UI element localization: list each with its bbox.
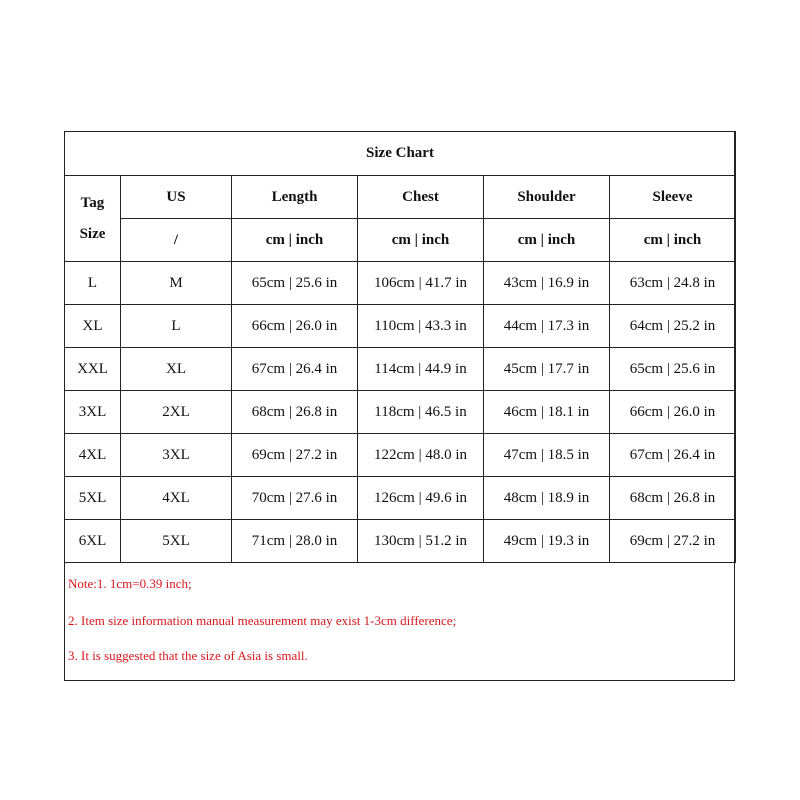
unit-us: / xyxy=(121,219,232,262)
cell-chest: 106cm | 41.7 in xyxy=(358,262,484,305)
cell-us: XL xyxy=(121,348,232,391)
table-row xyxy=(65,434,736,477)
header-tag-label: Tag xyxy=(80,194,105,211)
cell-length: 70cm | 27.6 in xyxy=(232,477,358,520)
note-line-2: 2. Item size information manual measurement may exist 1-3cm difference; xyxy=(68,613,457,628)
unit-shoulder: cm | inch xyxy=(484,219,610,262)
cell-shoulder: 46cm | 18.1 in xyxy=(484,391,610,434)
cell-sleeve: 64cm | 25.2 in xyxy=(610,305,736,348)
header-tag-size xyxy=(65,176,121,262)
header-chest: Chest xyxy=(358,176,484,219)
header-sleeve: Sleeve xyxy=(610,176,736,219)
cell-chest: 110cm | 43.3 in xyxy=(358,305,484,348)
note-line-3: 3. It is suggested that the size of Asia is small. xyxy=(68,648,308,663)
note-line-1: Note:1. 1cm=0.39 inch; xyxy=(68,576,192,591)
cell-us: M xyxy=(121,262,232,305)
cell-shoulder: 44cm | 17.3 in xyxy=(484,305,610,348)
cell-chest: 126cm | 49.6 in xyxy=(358,477,484,520)
cell-sleeve: 63cm | 24.8 in xyxy=(610,262,736,305)
cell-shoulder: 49cm | 19.3 in xyxy=(484,520,610,563)
header-us: US xyxy=(121,176,232,219)
cell-us: L xyxy=(121,305,232,348)
cell-tag: XXL xyxy=(65,348,121,391)
units-row xyxy=(65,219,736,262)
cell-tag: 5XL xyxy=(65,477,121,520)
cell-shoulder: 48cm | 18.9 in xyxy=(484,477,610,520)
cell-tag: 3XL xyxy=(65,391,121,434)
cell-chest: 130cm | 51.2 in xyxy=(358,520,484,563)
cell-length: 65cm | 25.6 in xyxy=(232,262,358,305)
cell-sleeve: 65cm | 25.6 in xyxy=(610,348,736,391)
table-row xyxy=(65,520,736,563)
unit-length: cm | inch xyxy=(232,219,358,262)
cell-sleeve: 69cm | 27.2 in xyxy=(610,520,736,563)
cell-length: 66cm | 26.0 in xyxy=(232,305,358,348)
header-shoulder: Shoulder xyxy=(484,176,610,219)
cell-chest: 122cm | 48.0 in xyxy=(358,434,484,477)
unit-chest: cm | inch xyxy=(358,219,484,262)
cell-length: 68cm | 26.8 in xyxy=(232,391,358,434)
chart-title: Size Chart xyxy=(65,132,736,176)
cell-tag: L xyxy=(65,262,121,305)
cell-length: 71cm | 28.0 in xyxy=(232,520,358,563)
cell-sleeve: 66cm | 26.0 in xyxy=(610,391,736,434)
cell-sleeve: 68cm | 26.8 in xyxy=(610,477,736,520)
cell-shoulder: 45cm | 17.7 in xyxy=(484,348,610,391)
cell-chest: 114cm | 44.9 in xyxy=(358,348,484,391)
cell-us: 5XL xyxy=(121,520,232,563)
header-size-label: Size xyxy=(79,225,106,242)
size-table xyxy=(64,131,736,563)
cell-shoulder: 47cm | 18.5 in xyxy=(484,434,610,477)
cell-us: 3XL xyxy=(121,434,232,477)
table-row xyxy=(65,348,736,391)
header-row xyxy=(65,176,736,219)
cell-sleeve: 67cm | 26.4 in xyxy=(610,434,736,477)
cell-us: 4XL xyxy=(121,477,232,520)
table-row xyxy=(65,477,736,520)
cell-chest: 118cm | 46.5 in xyxy=(358,391,484,434)
header-length: Length xyxy=(232,176,358,219)
size-chart xyxy=(64,131,735,681)
cell-tag: 6XL xyxy=(65,520,121,563)
cell-tag: 4XL xyxy=(65,434,121,477)
cell-us: 2XL xyxy=(121,391,232,434)
cell-length: 67cm | 26.4 in xyxy=(232,348,358,391)
cell-tag: XL xyxy=(65,305,121,348)
cell-shoulder: 43cm | 16.9 in xyxy=(484,262,610,305)
table-row xyxy=(65,305,736,348)
table-row xyxy=(65,262,736,305)
cell-length: 69cm | 27.2 in xyxy=(232,434,358,477)
table-row xyxy=(65,391,736,434)
unit-sleeve: cm | inch xyxy=(610,219,736,262)
